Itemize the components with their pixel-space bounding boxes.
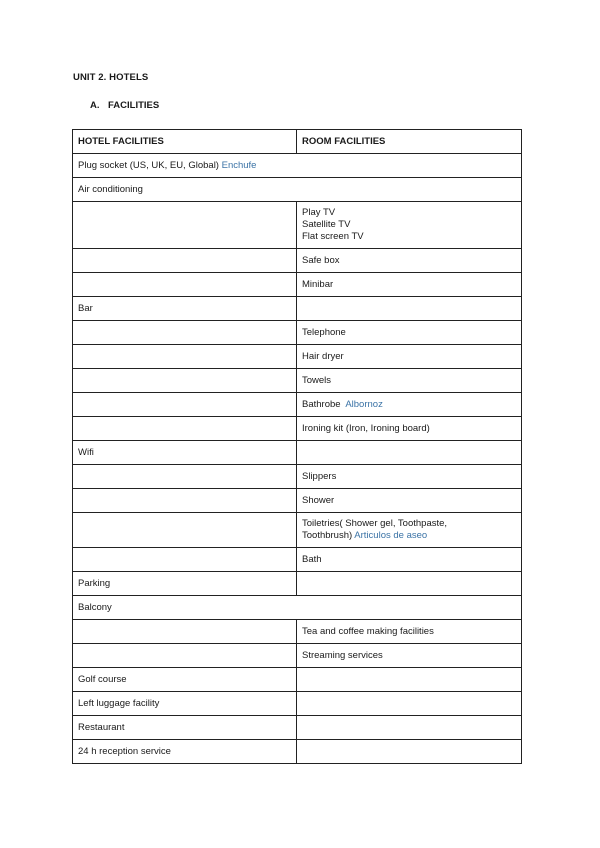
room-facility-text: Bathrobe xyxy=(302,398,341,410)
table-row xyxy=(73,465,522,489)
table-row xyxy=(73,297,522,321)
room-facility-text: Telephone xyxy=(302,326,346,338)
hotel-facility-cell xyxy=(73,441,297,465)
room-facility-cell xyxy=(297,297,522,321)
hotel-facility-text: Balcony xyxy=(78,601,112,613)
room-facility-cell xyxy=(297,513,522,548)
facilities-table xyxy=(72,129,522,764)
room-facility-cell xyxy=(297,489,522,513)
table-row xyxy=(73,644,522,668)
room-facility-cell xyxy=(297,417,522,441)
hotel-facility-cell xyxy=(73,202,297,249)
room-facility-cell xyxy=(297,668,522,692)
table-row xyxy=(73,596,522,620)
table-row xyxy=(73,489,522,513)
table-row xyxy=(73,716,522,740)
table-row xyxy=(73,154,522,178)
spanish-translation: Articulos de aseo xyxy=(354,530,428,541)
hotel-facility-cell xyxy=(73,154,522,178)
spanish-translation: Enchufe xyxy=(221,159,257,171)
room-facility-text: Satellite TV xyxy=(302,219,351,230)
room-facility-text: Toiletries( Shower gel, Toothpaste, xyxy=(302,518,448,529)
room-facility-cell xyxy=(297,393,522,417)
room-facility-cell xyxy=(297,572,522,596)
hotel-facility-text: Parking xyxy=(78,577,111,589)
section-name: FACILITIES xyxy=(108,100,160,111)
hotel-facility-cell xyxy=(73,369,297,393)
table-row xyxy=(73,572,522,596)
table-row xyxy=(73,548,522,572)
hotel-facility-cell xyxy=(73,740,297,764)
spanish-translation: Albornoz xyxy=(345,398,383,410)
hotel-facility-text: Wifi xyxy=(78,446,94,458)
hotel-facility-cell xyxy=(73,273,297,297)
hotel-facility-cell xyxy=(73,345,297,369)
hotel-facility-text: Left luggage facility xyxy=(78,697,160,709)
hotel-facility-cell xyxy=(73,489,297,513)
hotel-facility-cell xyxy=(73,668,297,692)
header-room-facilities: ROOM FACILITIES xyxy=(297,130,522,154)
room-facility-cell xyxy=(297,465,522,489)
table-row xyxy=(73,321,522,345)
room-facility-text: Towels xyxy=(302,374,332,386)
room-facility-text: Safe box xyxy=(302,254,340,266)
room-facility-cell xyxy=(297,620,522,644)
room-facility-text: Toothbrush) xyxy=(302,530,353,541)
room-facility-cell xyxy=(297,249,522,273)
table-row xyxy=(73,417,522,441)
room-facility-cell xyxy=(297,321,522,345)
hotel-facility-text: Golf course xyxy=(78,673,127,685)
table-row xyxy=(73,740,522,764)
room-facility-text: Slippers xyxy=(302,470,337,482)
hotel-facility-cell xyxy=(73,596,522,620)
room-facility-text: Play TV xyxy=(302,207,336,218)
hotel-facility-cell xyxy=(73,417,297,441)
room-facility-text: Flat screen TV xyxy=(302,231,364,242)
room-facility-cell xyxy=(297,740,522,764)
table-row xyxy=(73,273,522,297)
table-row xyxy=(73,249,522,273)
table-header-row xyxy=(73,130,522,154)
hotel-facility-cell xyxy=(73,297,297,321)
hotel-facility-text: Bar xyxy=(78,302,93,314)
hotel-facility-text: Plug socket (US, UK, EU, Global) xyxy=(78,159,219,171)
room-facility-cell xyxy=(297,369,522,393)
hotel-facility-cell xyxy=(73,249,297,273)
table-row xyxy=(73,369,522,393)
table-row xyxy=(73,692,522,716)
hotel-facility-cell xyxy=(73,393,297,417)
hotel-facility-cell xyxy=(73,513,297,548)
table-row xyxy=(73,393,522,417)
room-facility-text: Minibar xyxy=(302,278,334,290)
room-facility-text: Tea and coffee making facilities xyxy=(302,625,434,637)
hotel-facility-cell xyxy=(73,620,297,644)
header-hotel-facilities: HOTEL FACILITIES xyxy=(73,130,297,154)
table-row xyxy=(73,345,522,369)
hotel-facility-text: 24 h reception service xyxy=(78,745,171,757)
hotel-facility-cell xyxy=(73,548,297,572)
room-facility-cell xyxy=(297,644,522,668)
table-row xyxy=(73,620,522,644)
table-row xyxy=(73,513,522,548)
room-facility-cell xyxy=(297,202,522,249)
hotel-facility-cell xyxy=(73,465,297,489)
section-title xyxy=(90,100,159,111)
hotel-facility-cell xyxy=(73,321,297,345)
room-facility-cell xyxy=(297,441,522,465)
table-row xyxy=(73,441,522,465)
room-facility-text: Ironing kit (Iron, Ironing board) xyxy=(302,422,430,434)
room-facility-text: Streaming services xyxy=(302,649,383,661)
room-facility-text: Hair dryer xyxy=(302,350,344,362)
hotel-facility-text: Air conditioning xyxy=(78,183,143,195)
unit-title: UNIT 2. HOTELS xyxy=(73,72,149,83)
hotel-facility-cell xyxy=(73,716,297,740)
section-number: A. xyxy=(90,100,100,111)
hotel-facility-cell xyxy=(73,178,522,202)
room-facility-text: Bath xyxy=(302,553,322,565)
hotel-facility-cell xyxy=(73,572,297,596)
table-row xyxy=(73,668,522,692)
room-facility-text: Shower xyxy=(302,494,335,506)
table-row xyxy=(73,178,522,202)
room-facility-cell xyxy=(297,716,522,740)
hotel-facility-cell xyxy=(73,692,297,716)
room-facility-cell xyxy=(297,273,522,297)
room-facility-cell xyxy=(297,692,522,716)
table-body xyxy=(73,154,522,764)
room-facility-cell xyxy=(297,548,522,572)
hotel-facility-cell xyxy=(73,644,297,668)
table-row xyxy=(73,202,522,249)
hotel-facility-text: Restaurant xyxy=(78,721,125,733)
room-facility-cell xyxy=(297,345,522,369)
